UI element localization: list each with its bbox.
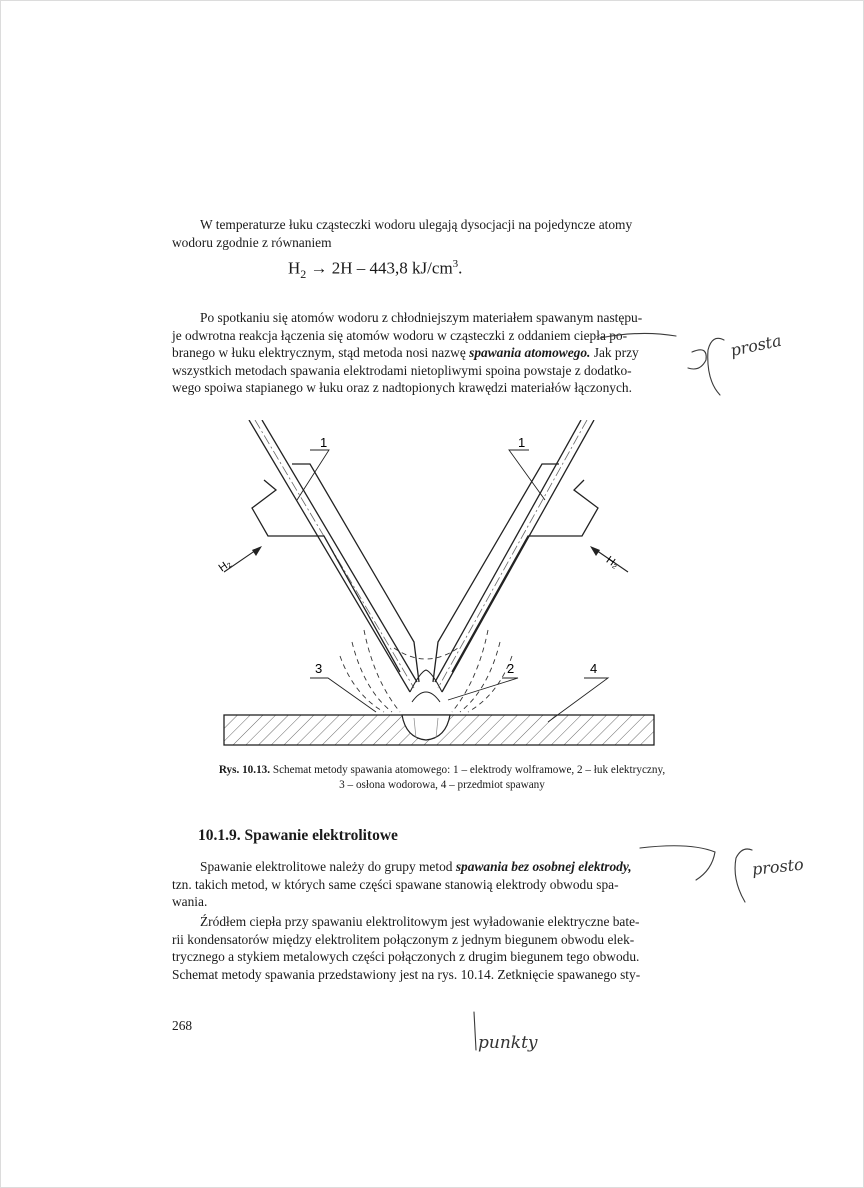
text-line: je odwrotna reakcja łączenia się atomów wodoru w cząsteczki z oddaniem ciepła po- <box>172 327 628 343</box>
equation-rhs-superscript: 3 <box>452 258 459 270</box>
text-line: Po spotkaniu się atomów wodoru z chłodniejszym materiałem spawanym następu- <box>200 310 643 325</box>
text-line: W temperaturze łuku cząsteczki wodoru ulegają dysocjacji na pojedyncze atomy <box>200 217 633 232</box>
handwritten-note-1: prosta <box>728 330 784 361</box>
caption-line1: Schemat metody spawania atomowego: 1 – elektrody wolframowe, 2 – łuk elektryczny, <box>270 764 666 776</box>
caption-lead: Rys. 10.13. <box>218 764 271 776</box>
label-4: 4 <box>590 661 598 676</box>
handwritten-note-2: prosto <box>751 854 805 879</box>
label-1-right: 1 <box>518 435 526 450</box>
equation-rhs: → 2H – 443,8 kJ/cm <box>306 258 453 278</box>
text-line: wodoru zgodnie z równaniem <box>172 234 332 250</box>
equation-lhs-subscript: 2 <box>300 267 307 282</box>
text-line: wego spoiwa stapianego w łuku oraz z nadtopionych krawędzi materiałów łączonych. <box>172 380 632 396</box>
label-3: 3 <box>315 661 323 676</box>
text-line: wszystkich metodach spawania elektrodami nietopliwymi spoina powstaje z dodatko- <box>172 362 632 378</box>
emphasis-term: spawania atomowego. <box>469 345 591 361</box>
equation-lhs: H <box>288 258 301 278</box>
page-number: 268 <box>172 1018 193 1033</box>
text-line: rii kondensatorów między elektrolitem połączonym z jednym biegunem obwodu elek- <box>172 931 635 947</box>
text-line: Źródłem ciepła przy spawaniu elektrolitowym jest wyładowanie elektryczne bate- <box>200 914 640 929</box>
text-line: wania. <box>172 894 208 910</box>
text-span: Jak przy <box>590 345 639 361</box>
text-line: Schemat metody spawania przedstawiony jest na rys. 10.14. Zetknięcie spawanego sty- <box>172 966 641 982</box>
label-1-left: 1 <box>320 435 328 450</box>
caption-line2: 3 – osłona wodorowa, 4 – przedmiot spawany <box>339 779 545 791</box>
text-line: trycznego a stykiem metalowych części połączonych z drugim biegunem tego obwodu. <box>172 949 640 965</box>
text-line: tzn. takich metod, w których same części spawane stanowią elektrody obwodu spa- <box>172 876 619 892</box>
text-span: Spawanie elektrolitowe należy do grupy metod <box>200 859 456 874</box>
label-2: 2 <box>507 661 515 676</box>
handwritten-note-3: punkty <box>478 1033 538 1053</box>
emphasis-term: spawania bez osobnej elektrody, <box>455 859 632 874</box>
section-heading: 10.1.9. Spawanie elektrolitowe <box>198 827 398 844</box>
gas-label-left: H₂ <box>216 557 234 575</box>
gas-label-right: H₂ <box>603 554 621 572</box>
equation-end: . <box>458 258 463 278</box>
text-span: branego w łuku elektrycznym, stąd metoda nosi nazwę <box>172 345 470 361</box>
